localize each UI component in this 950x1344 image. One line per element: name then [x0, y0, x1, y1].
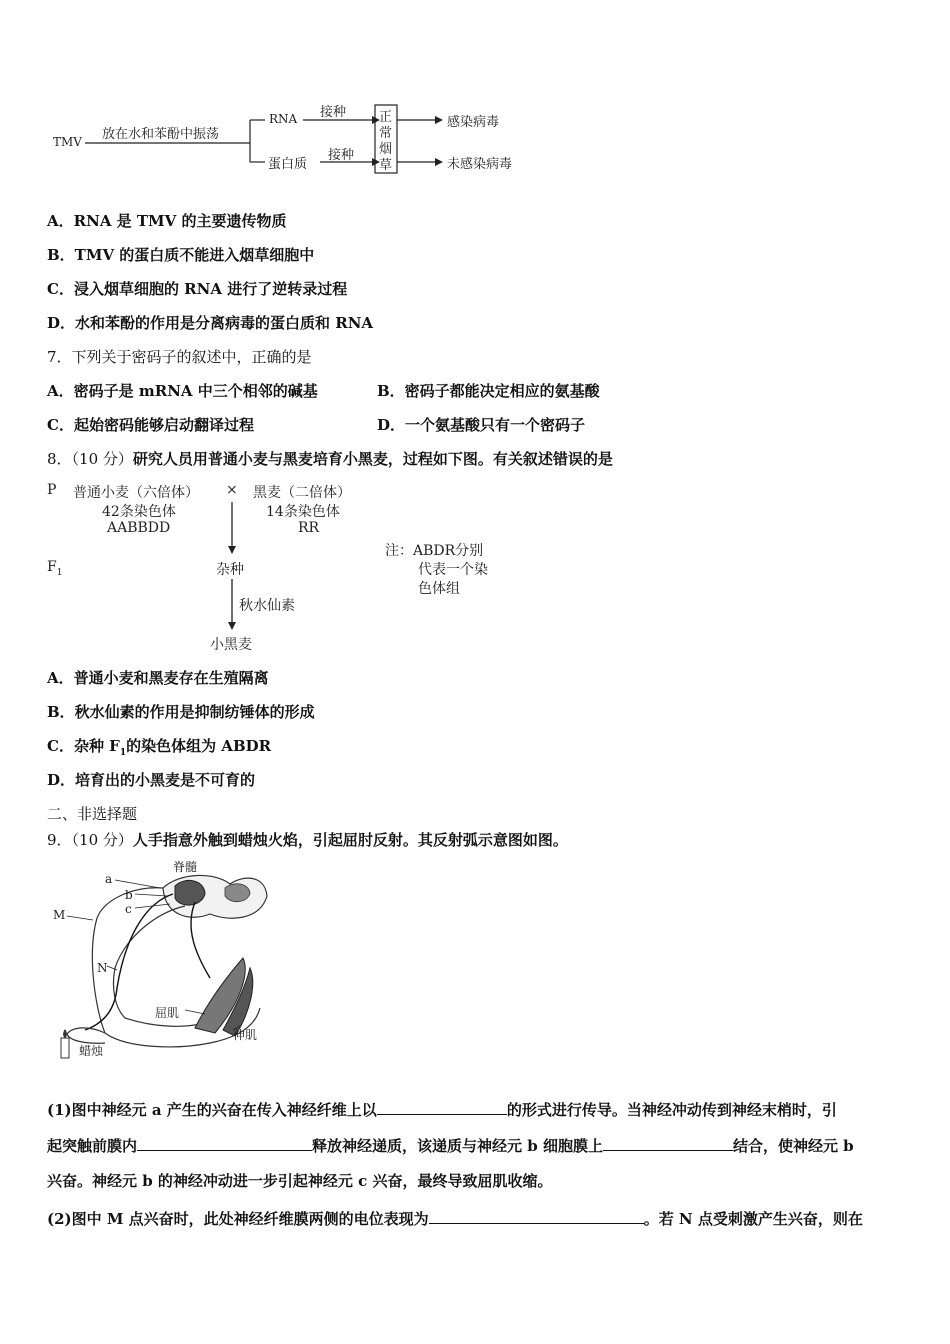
note-line-2: 代表一个染: [418, 562, 488, 578]
q6-option-b: B．TMV 的蛋白质不能进入烟草细胞中: [47, 246, 315, 264]
q8-option-d: D．培育出的小黑麦是不可育的: [47, 771, 256, 789]
box-char-1: 正: [379, 110, 393, 125]
f1-letter: F: [47, 559, 57, 575]
wheat-chromosome-count: 42条染色体: [102, 504, 176, 520]
q8-option-a: A．普通小麦和黑麦存在生殖隔离: [47, 669, 269, 687]
wheat-label: 普通小麦（六倍体）: [73, 485, 199, 501]
q9-part1-line1: [47, 1098, 907, 1120]
candle-label: 蜡烛: [79, 1044, 104, 1058]
q8-stem: [47, 449, 613, 469]
neuron-c-label: c: [125, 902, 132, 916]
f1-label: [47, 559, 62, 578]
q8-option-c-post: 的染色体组为 ABDR: [126, 737, 272, 755]
q9-p1-l2b: 释放神经递质，该递质与神经元 b 细胞膜上: [312, 1137, 603, 1155]
point-n-label: N: [97, 961, 108, 975]
f1-subscript: 1: [56, 567, 63, 578]
neuron-b-label: b: [125, 888, 133, 902]
box-char-3: 烟: [379, 142, 393, 157]
q9-part1-line2: [47, 1134, 907, 1156]
answer-blank-4[interactable]: [429, 1207, 644, 1224]
q8-number: 8．（10 分）: [47, 450, 133, 468]
extensor-label: 伸肌: [233, 1028, 258, 1042]
colchicine-label: 秋水仙素: [239, 598, 295, 614]
q8-option-c-pre: C．杂种 F: [47, 737, 120, 755]
q9-stem-text: 人手指意外触到蜡烛火焰，引起屈肘反射。其反射弧示意图如图。: [132, 831, 568, 849]
protein-label: 蛋白质: [268, 157, 308, 172]
rye-label: 黑麦（二倍体）: [253, 485, 351, 501]
answer-blank-1[interactable]: [377, 1098, 507, 1115]
p-label: P: [47, 482, 57, 498]
reflex-arc-figure: [45, 858, 285, 1063]
cross-symbol: ×: [226, 482, 238, 498]
q9-p2-b: 。若 N 点受刺激产生兴奋，则在: [643, 1210, 863, 1228]
hybrid-label: 杂种: [216, 562, 244, 578]
triticale-label: 小黑麦: [210, 637, 252, 653]
q7-option-b: B．密码子都能决定相应的氨基酸: [377, 382, 600, 400]
q9-number: 9．（10 分）: [47, 831, 133, 849]
q8-option-c: [47, 736, 271, 763]
answer-blank-3[interactable]: [603, 1134, 733, 1151]
q8-option-c-sub: 1: [119, 748, 127, 758]
q6-option-d: D．水和苯酚的作用是分离病毒的蛋白质和 RNA: [47, 314, 374, 332]
wheat-genotype: AABBDD: [107, 520, 171, 536]
q9-p2-a: (2)图中 M 点兴奋时，此处神经纤维膜两侧的电位表现为: [47, 1210, 429, 1228]
box-char-2: 常: [379, 126, 393, 141]
shake-label: 放在水和苯酚中振荡: [102, 127, 220, 142]
infected-label: 感染病毒: [447, 115, 500, 130]
inoculate-label-1: 接种: [320, 105, 347, 120]
q9-p1-l2a: 起突触前膜内: [47, 1137, 138, 1155]
q7-option-d: D．一个氨基酸只有一个密码子: [377, 416, 586, 434]
q9-p1-l1b: 的形式进行传导。当神经冲动传到神经末梢时，引: [506, 1101, 837, 1119]
uninfected-label: 未感染病毒: [447, 157, 513, 172]
q7-option-a: A．密码子是 mRNA 中三个相邻的碱基: [47, 382, 318, 400]
rye-chromosome-count: 14条染色体: [266, 504, 340, 520]
section-heading: 二、非选择题: [47, 805, 138, 823]
q7-option-c: C．起始密码能够启动翻译过程: [47, 416, 254, 434]
point-m-label: M: [53, 908, 66, 922]
rna-label: RNA: [269, 112, 298, 126]
q8-stem-text: 研究人员用普通小麦与黑麦培育小黑麦，过程如下图。有关叙述错误的是: [132, 450, 613, 468]
inoculate-label-2: 接种: [328, 148, 355, 163]
spinal-cord-label: 脊髓: [173, 860, 198, 874]
q6-option-a: A．RNA 是 TMV 的主要遗传物质: [47, 212, 287, 230]
q6-option-c: C．浸入烟草细胞的 RNA 进行了逆转录过程: [47, 280, 348, 298]
q8-option-b: B．秋水仙素的作用是抑制纺锤体的形成: [47, 703, 315, 721]
q9-p1-l2c: 结合，使神经元 b: [732, 1137, 854, 1155]
note-line-3: 色体组: [418, 581, 460, 597]
rye-genotype: RR: [298, 520, 320, 536]
tmv-label: TMV: [53, 135, 82, 149]
q9-stem: [47, 830, 568, 850]
tmv-experiment-figure: [45, 95, 525, 185]
note-line-1: 注：ABDR分别: [385, 543, 484, 559]
q9-part2-line1: [47, 1207, 907, 1229]
q9-p1-l1a: (1)图中神经元 a 产生的兴奋在传入神经纤维上以: [47, 1101, 377, 1119]
flexor-label: 屈肌: [155, 1006, 180, 1020]
triticale-breeding-figure: [40, 478, 520, 658]
answer-blank-2[interactable]: [137, 1134, 312, 1151]
box-char-4: 草: [379, 158, 393, 173]
q9-part1-line3: 兴奋。神经元 b 的神经冲动进一步引起神经元 c 兴奋，最终导致屈肌收缩。: [47, 1172, 553, 1190]
neuron-a-label: a: [105, 872, 113, 886]
q7-stem: 7．下列关于密码子的叙述中，正确的是: [47, 348, 312, 366]
